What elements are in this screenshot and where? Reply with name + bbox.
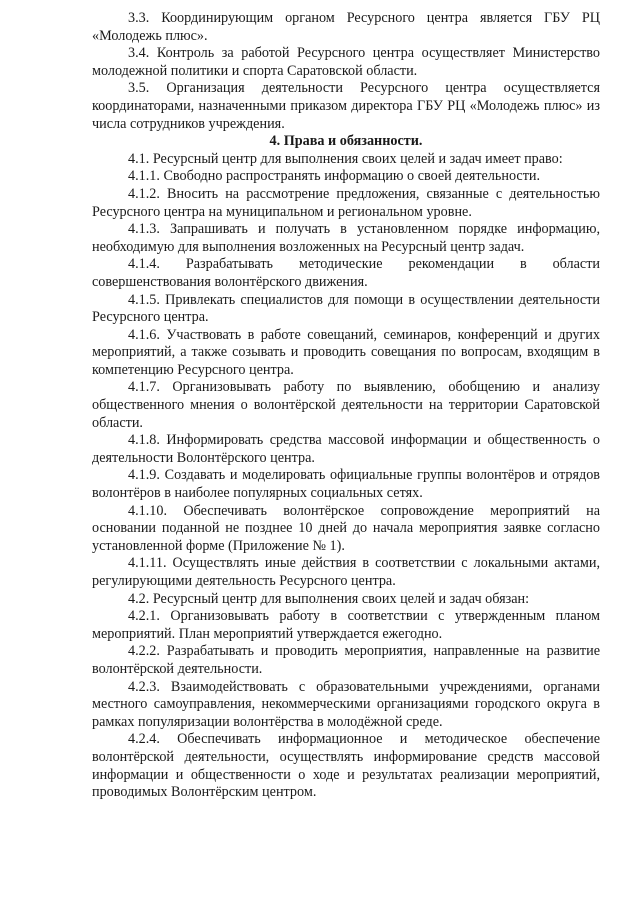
paragraph-4-1-5: 4.1.5. Привлекать специалистов для помощи в осуществлении деятельности Ресурсного центра.: [92, 291, 600, 326]
paragraph-4-1-2: 4.1.2. Вносить на рассмотрение предложения, связанные с деятельностью Ресурсного центра на муниципальном и региональном уровне.: [92, 185, 600, 220]
document-page: [92, 10, 600, 802]
paragraph-3-3: 3.3. Координирующим органом Ресурсного центра является ГБУ РЦ «Молодежь плюс».: [92, 10, 600, 44]
paragraph-4-1-1: 4.1.1. Свободно распространять информацию о своей деятельности.: [128, 168, 541, 185]
paragraph-4-2-3: 4.2.3. Взаимодействовать с образовательными учреждениями, органами местного самоуправления, некоммерческими организациями городского округа в рамках популяризации волонтёрства в молодёжной среде.: [92, 678, 600, 730]
paragraph-4-1-3: 4.1.3. Запрашивать и получать в установленном порядке информацию, необходимую для выполнения возложенных на Ресурсный центр задач.: [92, 221, 600, 255]
paragraph-4-2-1: 4.2.1. Организовывать работу в соответствии с утвержденным планом мероприятий. План мероприятий утверждается ежегодно.: [92, 608, 600, 642]
paragraph-4-2-4: 4.2.4. Обеспечивать информационное и методическое обеспечение волонтёрской деятельности, осуществлять информирование средств массовой информации и общественности о ходе и результатах реализации мероприятий, проводимых Волонтёрским центром.: [92, 731, 600, 801]
paragraph-3-5: 3.5. Организация деятельности Ресурсного центра осуществляется координаторами, назначенными приказом директора ГБУ РЦ «Молодежь плюс» из числа сотрудников учреждения.: [92, 80, 600, 132]
paragraph-4-1-7: 4.1.7. Организовывать работу по выявлению, обобщению и анализу общественного мнения о волонтёрской деятельности на территории Саратовской области.: [92, 379, 600, 431]
paragraph-4-1-10: 4.1.10. Обеспечивать волонтёрское сопровождение мероприятий на основании поданной не позднее 10 дней до начала мероприятия заявке согласно установленной форме (Приложение № 1).: [92, 502, 600, 554]
paragraph-3-4: 3.4. Контроль за работой Ресурсного центра осуществляет Министерство молодежной политики и спорта Саратовской области.: [92, 45, 600, 79]
paragraph-4-1: 4.1. Ресурсный центр для выполнения своих целей и задач имеет право:: [128, 150, 563, 167]
paragraph-4-2-2: 4.2.2. Разрабатывать и проводить мероприятия, направленные на развитие волонтёрской деятельности.: [92, 643, 600, 677]
paragraph-4-1-9: 4.1.9. Создавать и моделировать официальные группы волонтёров и отрядов волонтёров в наиболее популярных социальных сетях.: [92, 467, 600, 502]
paragraph-4-1-8: 4.1.8. Информировать средства массовой информации и общественность о деятельности Волонтёрского центра.: [92, 432, 600, 466]
section-heading-4: 4. Права и обязанности.: [269, 133, 423, 150]
paragraph-4-1-6: 4.1.6. Участвовать в работе совещаний, семинаров, конференций и других мероприятий, а также созывать и проводить совещания по вопросам, входящим в компетенцию Ресурсного центра.: [92, 326, 600, 378]
paragraph-4-2: 4.2. Ресурсный центр для выполнения своих целей и задач обязан:: [128, 590, 530, 607]
paragraph-4-1-11: 4.1.11. Осуществлять иные действия в соответствии с локальными актами, регулирующими деятельность Ресурсного центра.: [92, 555, 600, 589]
paragraph-4-1-4: 4.1.4. Разрабатывать методические рекомендации в области совершенствования волонтёрского движения.: [92, 256, 600, 290]
